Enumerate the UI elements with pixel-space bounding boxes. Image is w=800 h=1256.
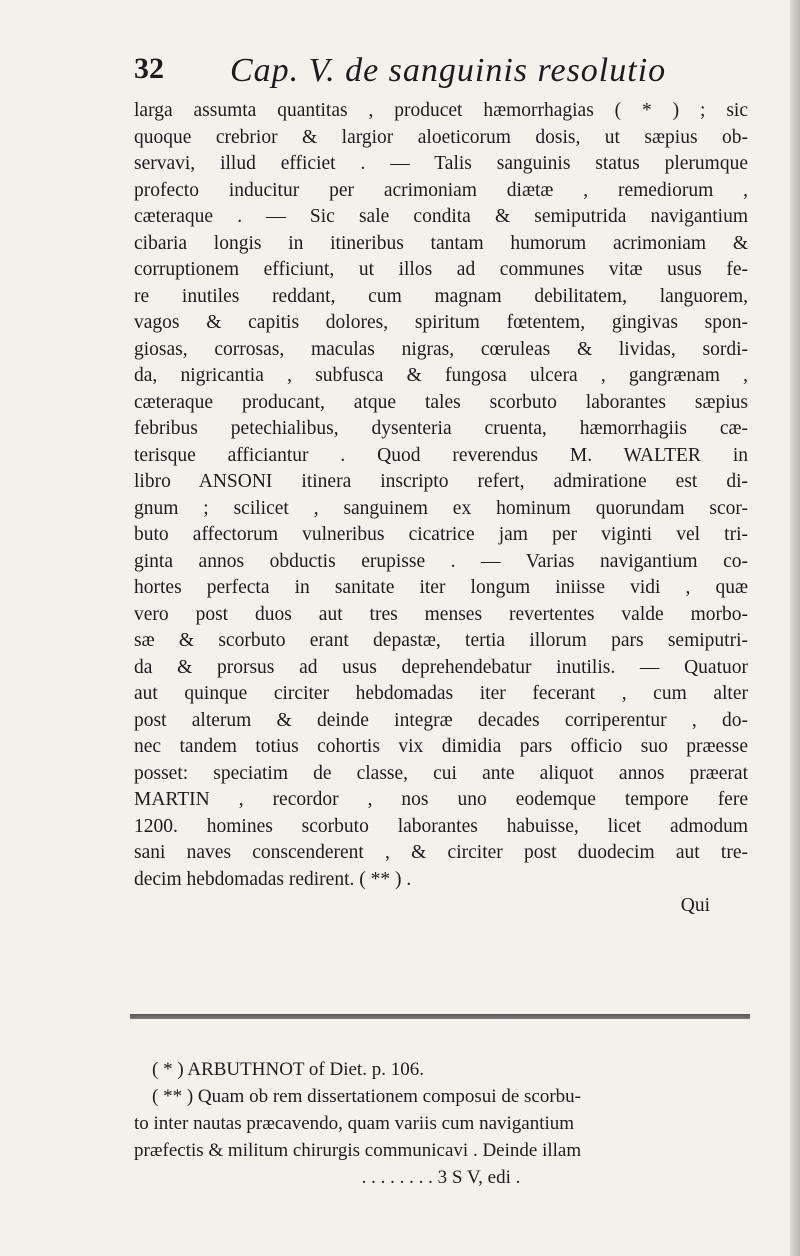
footnotes [134,1056,748,1191]
text-line: MARTIN , recordor , nos uno eodemque tempore fere [134,789,748,810]
page-number: 32 [134,52,164,85]
text-line: cæteraque . — Sic sale condita & semiputrida navigantium [134,206,748,227]
page-header [70,52,750,92]
catchword: Qui [680,895,710,916]
footnote-rule [130,1014,750,1019]
text-line: profecto inducitur per acrimoniam diætæ , remediorum , [134,179,748,201]
text-line: aut quinque circiter hebdomadas iter fecerant , cum alter [134,683,748,704]
footnote-line: . . . . . . . . 3 S V, edi . [361,1167,521,1188]
running-title: Cap. V. de sanguinis resolutio [230,52,667,89]
text-line: hortes perfecta in sanitate iter longum iniisse vidi , quæ [134,577,748,598]
text-line: gnum ; scilicet , sanguinem ex hominum quorundam scor- [134,497,748,519]
footnote-line: to inter nautas præcavendo, quam variis cum navigantium [134,1113,575,1134]
text-line: 1200. homines scorbuto laborantes habuisse, licet admodum [134,815,748,837]
text-line: sæ & scorbuto erant depastæ, tertia illorum pars semiputri- [134,630,748,651]
text-line: nec tandem totius cohortis vix dimidia pars officio suo præesse [134,736,748,757]
text-line: libro ANSONI itinera inscripto refert, admiratione est di- [134,471,748,492]
text-line: decim hebdomadas redirent. ( ** ) . [134,868,412,890]
text-line: da & prorsus ad usus deprehendebatur inutilis. — Quatuor [134,656,748,678]
text-line: giosas, corrosas, maculas nigras, cœruleas & lividas, sordi- [134,338,748,360]
text-line: ginta annos obductis erupisse . — Varias navigantium co- [134,550,748,572]
text-line: corruptionem efficiunt, ut illos ad communes vitæ usus fe- [134,259,748,280]
text-line: da, nigricantia , subfusca & fungosa ulcera , gangrænam , [134,365,748,386]
catchword-row [134,893,748,920]
text-line: terisque afficiantur . Quod reverendus M. WALTER in [134,444,748,466]
footnote-line: ( ** ) Quam ob rem dissertationem composui de scorbu- [152,1086,581,1107]
main-text [134,98,748,920]
text-line: buto affectorum vulneribus cicatrice jam per viginti vel tri- [134,524,748,545]
text-line: vagos & capitis dolores, spiritum fœtentem, gingivas spon- [134,312,748,333]
text-line: re inutiles reddant, cum magnam debilitatem, languorem, [134,285,748,307]
text-line: cibaria longis in itineribus tantam humorum acrimoniam & [134,232,748,254]
page-edge [790,0,800,1256]
footnote-line: ( * ) ARBUTHNOT of Diet. p. 106. [152,1059,424,1080]
text-line: larga assumta quantitas , producet hæmorrhagias ( * ) ; sic [134,100,748,121]
text-line: post alterum & deinde integræ decades corriperentur , do- [134,709,748,731]
text-line: posset: speciatim de classe, cui ante aliquot annos præerat [134,762,748,784]
footnote-line: præfectis & militum chirurgis communicavi . Deinde illam [134,1140,582,1161]
text-line: vero post duos aut tres menses revertentes valde morbo- [134,603,748,625]
text-line: cæteraque producant, atque tales scorbuto laborantes sæpius [134,391,748,413]
text-line: sani naves conscenderent , & circiter post duodecim aut tre- [134,842,748,863]
text-line: febribus petechialibus, dysenteria cruenta, hæmorrhagiis cæ- [134,418,748,439]
text-line: quoque crebrior & largior aloeticorum dosis, ut sæpius ob- [134,126,748,148]
text-line: servavi, illud efficiet . — Talis sanguinis status plerumque [134,153,748,174]
